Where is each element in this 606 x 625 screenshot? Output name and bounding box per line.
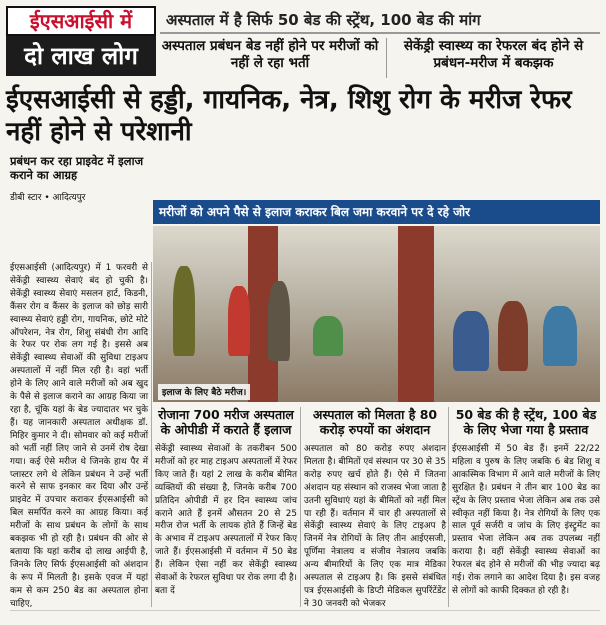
headline: ईएसआईसी से हड्डी, गायनिक, नेत्र, शिशु रोग के मरीज रेफर नहीं होने से परेशानी xyxy=(6,85,572,147)
column-divider xyxy=(151,262,152,607)
photo-person xyxy=(268,281,290,361)
photo-pillar xyxy=(398,226,434,402)
byline: डीबी स्टार • आदित्यपुर xyxy=(10,193,86,203)
kicker: प्रबंधन कर रहा प्राइवेट में इलाज कराने का आग्रह xyxy=(10,154,144,182)
column-2-heading: रोजाना 700 मरीज अस्पताल के ओपीडी में कराते हैं इलाज xyxy=(158,407,294,437)
subhead-left: अस्पताल प्रबंधन बेड नहीं होने पर मरीजों को नहीं ले रहा भर्ती xyxy=(161,38,379,71)
photo-caption: इलाज के लिए बैठे मरीज। xyxy=(158,384,250,400)
photo-headline-bar xyxy=(153,200,600,224)
column-2-body: सेकेंड्री स्वास्थ्य सेवाओं के तकरीबन 500 मरीजों को हर माह टाइअप अस्पतालों में रेफर किए जाते हैं। यहां 2 लाख के करीब बीमित व्यक्तियों की संख्या है, जिनके करीब 700 प्रतिदिन ओपीडी में हर दिन स्वास्थ्य जांच कराने आते हैं इनमें औसतन 20 से 25 मरीज रोज भर्ती के लायक होते हैं जिन्हें बेड के अभाव में टाइअप अस्पतालों में रेफर किए जाते हैं। ईएसआईसी में वर्तमान में 50 बेड हैं। लेकिन ऐसा नहीं कर सेकेंड्री स्वास्थ्य सेवाओं के रेफरल सुविधा पर रोक लगा दी है। बता दें xyxy=(155,444,297,596)
column-3-heading: अस्पताल को मिलता है 80 करोड़ रुपयों का अंशदान xyxy=(312,407,438,437)
news-photo xyxy=(153,226,600,402)
photo-person xyxy=(543,306,577,366)
bottom-rule xyxy=(10,610,600,611)
photo-headline-text: मरीजों को अपने पैसे से इलाज कराकर बिल जमा करवाने पर दे रहे जोर xyxy=(159,205,471,219)
strap-line xyxy=(160,6,600,34)
box-top-text: ईएसआईसी में xyxy=(29,9,133,33)
column-3-body: अस्पताल को 80 करोड़ रुपए अंशदान मिलता है। बीमितों एवं संस्थान पर 30 से 35 करोड़ रुपए खर्च होते हैं। ऐसे में जितना अंशदान यह संस्थान को राजस्व भेजा जाता है उतनी सुविधाएं यहां के बीमितों को नहीं मिल पा रही हैं। वर्तमान में चार ही अस्पतालों से सेकेंड्री स्वास्थ्य सेवाएं के लिए टाइअप है जिनमें नेत्र रोगियों के लिए तीन आईएसजी, पूर्णिमा नेत्रालय व संजीव नेत्रालय जबकि अन्य बीमारियों के लिए एक मात्र मेडिका अस्पताल से टाइअप है। कि इससे संबंधित पत्र ईएसआईसी के डिप्टी मेडिकल सुपरिंटेंडेंट ने 30 जनवरी को भेजकर xyxy=(304,444,446,609)
photo-person xyxy=(313,316,343,356)
strap-text: अस्पताल में है सिर्फ 50 बेड की स्ट्रेंथ, 100 बेड की मांग xyxy=(166,11,481,29)
column-divider xyxy=(300,407,301,607)
photo-person xyxy=(228,286,250,356)
column-4-body: ईएसआईसी में 50 बेड हैं। इनमें 22/22 महिला व पुरुष के लिए जबकि 6 बेड शिशु व आकस्मिक विभाग में आने वाले मरीजों के लिए सुरक्षित है। प्रबंधन ने तीन बार 100 बेड का स्ट्रेंथ के लिए प्रस्ताव भेजा लेकिन अब तक उसे स्वीकृत नहीं किया है। नेत्र रोगियों के लिए एक साल पूर्व सर्जरी व जांच के लिए इंस्ट्रुमेंट का प्रस्ताव भेजा लेकिन अब तक उपलब्ध नहीं कराया है। वहीं सेकेंड्री स्वास्थ्य सेवाओं का रेफरल बंद होने से मरीजों की भीड़ ज्यादा बढ़ गई। रोक लगाने का आदेश दिया है। इस वजह से लोगों को काफी दिक्कत हो रही है। xyxy=(452,444,600,596)
column-divider xyxy=(448,407,449,607)
box-bottom xyxy=(6,36,156,76)
article-column-1: ईएसआईसी (आदित्यपुर) में 1 फरवरी से सेकेंड्री स्वास्थ्य सेवाएं बंद हो चुकी है। सेकेंड्री स्वास्थ्य सेवाएं मसलन हार्ट, किडनी, कैंसर रोग व कैंसर के इलाज को छोड़ सारी स्वास्थ्य सेवाएं हड्डी रोग, गायनिक, छोटे मोटे ऑपरेशन, नेत्र रोग, शिशु संबंधी रोग आदि के रेफर पर रोक लग गई है। इससे अब सेकेंड्री स्वास्थ्य सेवाओं की सुविधा टाइअप अस्पतालों में नहीं मिल रही है। वहां भर्ती होने के लिए आने वाले मरीजों को अब खुद के पैसे से इलाज कराने का आग्रह किया जा रहा है, चूंकि यहां के बेड ज्यादातर भर चुके हैं। यह जानकारी अस्पताल अधीक्षक डॉ. मिहिर कुमार ने दी। सोमवार को कई मरीजों को भर्ती नहीं लिए जाने से उनमें रोष देखा गया। कई ऐसे मरीज थे जिनके हाथ पैर में प्लास्टर लगे थे लेकिन प्रबंधन ने उन्हें भर्ती करने से साफ इनकार कर दिया और उन्हें प्राइवेट में उपचार कराकर ईएसआईसी को बिल समर्पित करने का आग्रह किया। कई मरीजों के साथ प्रबंधन के लोगों के साथ बकझक भी हो रही है। प्रबंधन की ओर से बताया कि यहां करीब दो लाख आईपी है, जिनके लिए सिर्फ ईएसआईसी को अंशदान के रूप में मिलती है। इसके एवज में यहां कम से कम 250 बेड का अस्पताल होना चाहिए, xyxy=(10,263,148,609)
column-4-heading: 50 बेड की है स्ट्रेंथ, 100 बेड के लिए भेजा गया है प्रस्ताव xyxy=(455,407,597,437)
photo-person xyxy=(453,311,489,371)
photo-person xyxy=(173,266,195,356)
box-bottom-text: दो लाख लोग xyxy=(24,42,138,70)
subhead-right: सेकेंड्री स्वास्थ्य का रेफरल बंद होने से प्रबंधन-मरीज में बकझक xyxy=(386,38,600,78)
box-top xyxy=(6,6,156,36)
photo-person xyxy=(498,301,528,371)
